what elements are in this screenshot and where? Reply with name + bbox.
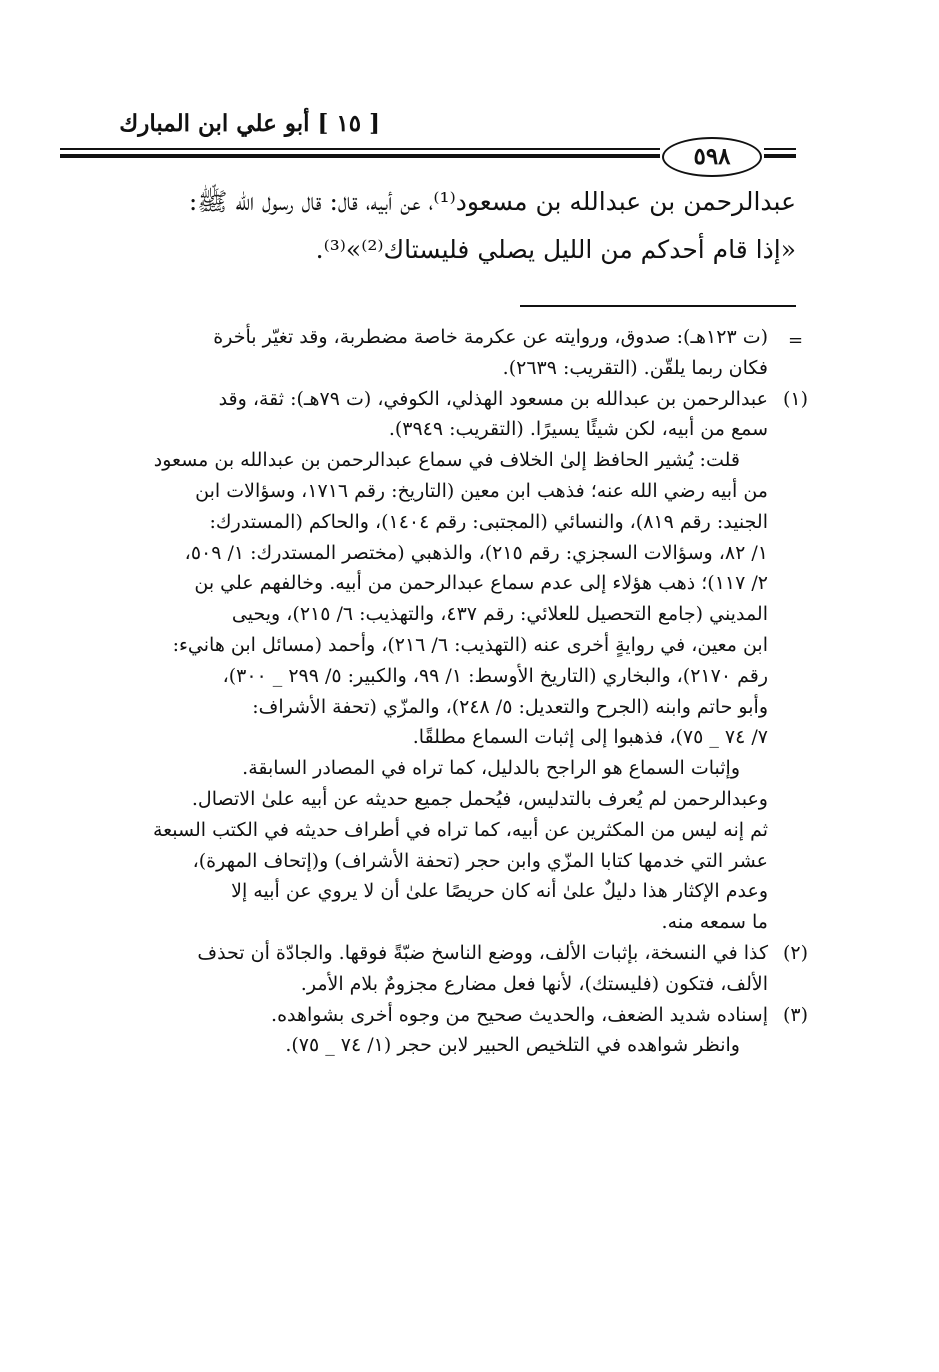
footnote-line: الألف، فتكون (فليستك)، لأنها فعل مضارع مجزومٌ بلام الأمر. (300, 972, 768, 995)
footnote-body (60, 1000, 768, 1062)
footnote-number-placeholder (768, 322, 808, 384)
main-text-line: عبدالرحمن بن عبدالله بن مسعود⁽¹⁾، عن أبيه، قال: قال رسول الله ﷺ: (188, 187, 796, 216)
footnote-line: ما سمعه منه. (661, 911, 768, 934)
header-rule-right-top (764, 148, 796, 150)
footnote-line: سمع من أبيه، لكن شيئًا يسيرًا. (التقريب: ٣٩٤٩). (388, 418, 768, 441)
footnote-number: (٣) (782, 1003, 808, 1026)
header-rule-bottom (60, 154, 660, 158)
footnote-number: (١) (782, 387, 808, 410)
footnote-line: ٢/ ١١٧)؛ ذهب هؤلاء إلى عدم سماع عبدالرحمن من أبيه. وخالفهم علي بن (194, 572, 768, 595)
footnote-continuation (60, 322, 808, 384)
footnote-line: عشر التي خدمها كتابا المزّي وابن حجر (تحفة الأشراف) و(إتحاف المهرة)، (192, 849, 768, 872)
main-text-line: «إذا قام أحدكم من الليل يصلي فليستاك⁽²⁾»⁽³⁾. (315, 235, 796, 264)
footnote-line: وعبدالرحمن لم يُعرف بالتدليس، فيُحمل جميع حديثه عن أبيه علىٰ الاتصال. (191, 787, 768, 810)
footnote-line: ١/ ٨٢، وسؤالات السجزي: رقم ٢١٥)، والذهبي (مختصر المستدرك: ١/ ٥٠٩، (184, 541, 768, 564)
footnote-line: الجنيد: رقم ٨١٩)، والنسائي (المجتبى: رقم ١٤٠٤)، والحاكم (المستدرك: (209, 510, 768, 533)
page-number: ٥٩٨ (662, 137, 762, 177)
footnote-line: وإثبات السماع هو الراجح بالدليل، كما تراه في المصادر السابقة. (242, 757, 740, 780)
footnote-body (60, 384, 768, 938)
footnote-line: ٧/ ٧٤ _ ٧٥)، فذهبوا إلى إثبات السماع مطلقًا. (412, 726, 768, 749)
footnote-line: وانظر شواهده في التلخيص الحبير لابن حجر (١/ ٧٤ _ ٧٥). (285, 1034, 740, 1057)
footnote-line: فكان ربما يلقّن. (التقريب: ٢٦٣٩). (502, 356, 768, 379)
footnote-line: وأبو حاتم وابنه (الجرح والتعديل: ٥/ ٢٤٨)، والمزّي (تحفة الأشراف: (252, 695, 768, 718)
footnote-line: المديني (جامع التحصيل للعلائي: رقم ٤٣٧، والتهذيب: ٦/ ٢١٥)، ويحيى (231, 603, 768, 626)
footnote-1 (60, 384, 808, 938)
running-head: [ ١٥ ] أبو علي ابن المبارك (119, 110, 380, 137)
footnote-line: ابن معين، في روايةٍ أخرى عنه (التهذيب: ٦/ ٢١٦)، وأحمد (مسائل ابن هانيء: (172, 633, 768, 656)
footnote-line: ثم إنه ليس من المكثرين عن أبيه، كما تراه في أطراف حديثه في الكتب السبعة (152, 818, 768, 841)
footnote-line: إسناده شديد الضعف، والحديث صحيح من وجوه أخرى بشواهده. (271, 1003, 768, 1026)
footnote-2 (60, 938, 808, 1000)
footnote-body (60, 938, 768, 1000)
footnote-separator (520, 305, 796, 307)
footnote-line: وعدم الإكثار هذا دليلٌ علىٰ أنه كان حريصًا علىٰ أن لا يروي عن أبيه إلا (231, 880, 768, 903)
continuation-mark: = (788, 330, 804, 351)
header-rule-top (60, 148, 660, 150)
main-text (60, 178, 796, 274)
footnote-line: من أبيه رضي الله عنه؛ فذهب ابن معين (التاريخ: رقم ١٧١٦، وسؤالات ابن (195, 479, 768, 502)
footnote-line: رقم ٢١٧٠)، والبخاري (التاريخ الأوسط: ١/ ٩٩، والكبير: ٥/ ٢٩٩ _ ٣٠٠)، (222, 664, 768, 687)
header-rule-right-bottom (764, 154, 796, 158)
footnote-3 (60, 1000, 808, 1062)
footnote-line: عبدالرحمن بن عبدالله بن مسعود الهذلي، الكوفي، (ت ٧٩هـ): ثقة، وقد (218, 387, 768, 410)
footnote-number: (٢) (782, 941, 808, 964)
footnote-line: كذا في النسخة، بإثبات الألف، ووضع الناسخ ضبّةً فوقها. والجادّة أن تحذف (197, 941, 768, 964)
footnotes (60, 322, 808, 1061)
footnote-body (60, 322, 768, 384)
footnote-line: قلت: يُشير الحافظ إلىٰ الخلاف في سماع عبدالرحمن بن عبدالله بن مسعود (153, 449, 740, 472)
footnote-line: (ت ١٢٣هـ): صدوق، وروايته عن عكرمة خاصة مضطربة، وقد تغيّر بأخرة (213, 326, 768, 348)
